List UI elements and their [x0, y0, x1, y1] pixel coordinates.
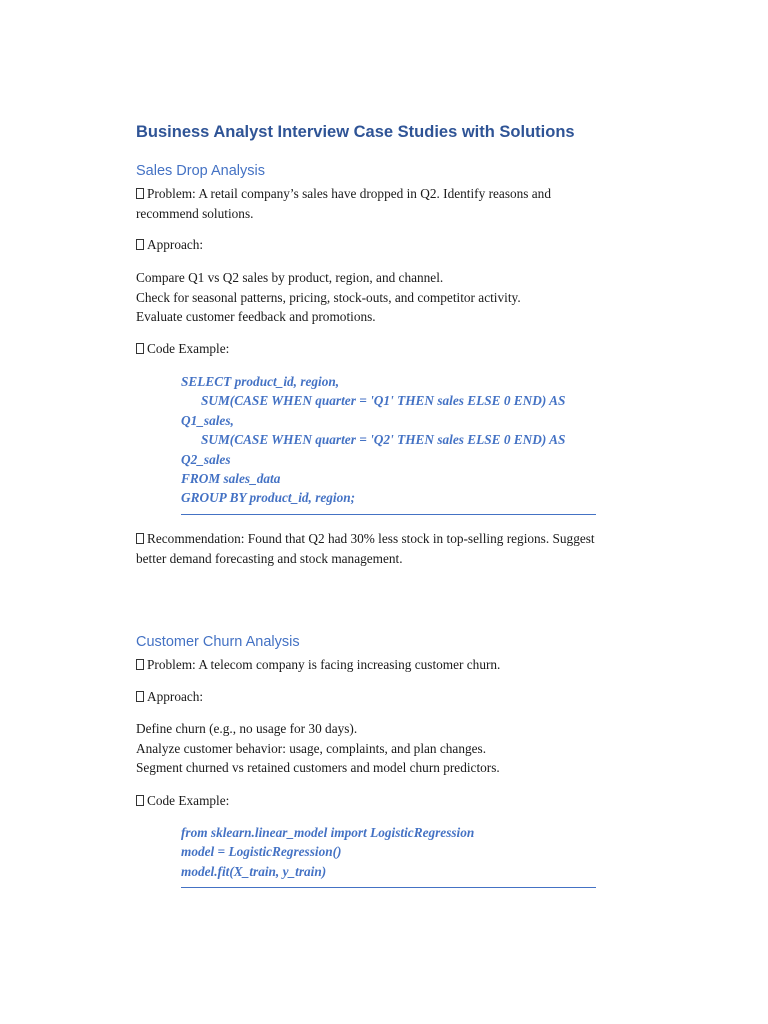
code-line: model = LogisticRegression()	[181, 844, 342, 860]
python-code-block	[181, 823, 596, 888]
approach-list	[136, 268, 656, 327]
code-example-label: Code Example:	[136, 791, 656, 811]
section-heading-customer-churn: Customer Churn Analysis	[136, 634, 300, 650]
symbol-placeholder-icon	[136, 659, 144, 670]
section-heading-sales-drop: Sales Drop Analysis	[136, 163, 265, 179]
symbol-placeholder-icon	[136, 795, 144, 806]
approach-line: Analyze customer behavior: usage, complaints, and plan changes.	[136, 740, 487, 756]
symbol-placeholder-icon	[136, 239, 144, 250]
code-line: SUM(CASE WHEN quarter = 'Q2' THEN sales ELSE 0 END) AS	[181, 432, 566, 448]
approach-list	[136, 719, 656, 778]
code-line: FROM sales_data	[181, 471, 281, 487]
approach-line: Define churn (e.g., no usage for 30 days).	[136, 721, 358, 736]
sql-code-block	[181, 372, 596, 515]
approach-line: Check for seasonal patterns, pricing, stock-outs, and competitor activity.	[136, 289, 521, 305]
code-line: SUM(CASE WHEN quarter = 'Q1' THEN sales ELSE 0 END) AS	[181, 393, 566, 409]
symbol-placeholder-icon	[136, 533, 144, 544]
code-line: Q2_sales	[181, 451, 231, 467]
approach-line: Evaluate customer feedback and promotions.	[136, 309, 376, 324]
symbol-placeholder-icon	[136, 691, 144, 702]
problem-paragraph: Problem: A retail company’s sales have dropped in Q2. Identify reasons and recommend solutions.	[136, 186, 551, 221]
approach-label: Approach:	[136, 687, 656, 707]
document-title: Business Analyst Interview Case Studies with Solutions	[136, 123, 575, 141]
approach-line: Segment churned vs retained customers and model churn predictors.	[136, 760, 500, 775]
code-line: model.fit(X_train, y_train)	[181, 863, 327, 879]
code-line: SELECT product_id, region,	[181, 374, 340, 389]
symbol-placeholder-icon	[136, 343, 144, 354]
approach-line: Compare Q1 vs Q2 sales by product, region, and channel.	[136, 270, 444, 285]
code-line: from sklearn.linear_model import LogisticRegression	[181, 825, 475, 840]
problem-paragraph: Problem: A telecom company is facing increasing customer churn.	[136, 655, 656, 675]
recommendation-paragraph: Recommendation: Found that Q2 had 30% less stock in top-selling regions. Suggest better demand forecasting and stock management.	[136, 531, 595, 566]
approach-label: Approach:	[136, 235, 656, 255]
code-line: GROUP BY product_id, region;	[181, 490, 356, 506]
code-example-label: Code Example:	[136, 339, 656, 359]
symbol-placeholder-icon	[136, 188, 144, 199]
code-line: Q1_sales,	[181, 412, 234, 428]
